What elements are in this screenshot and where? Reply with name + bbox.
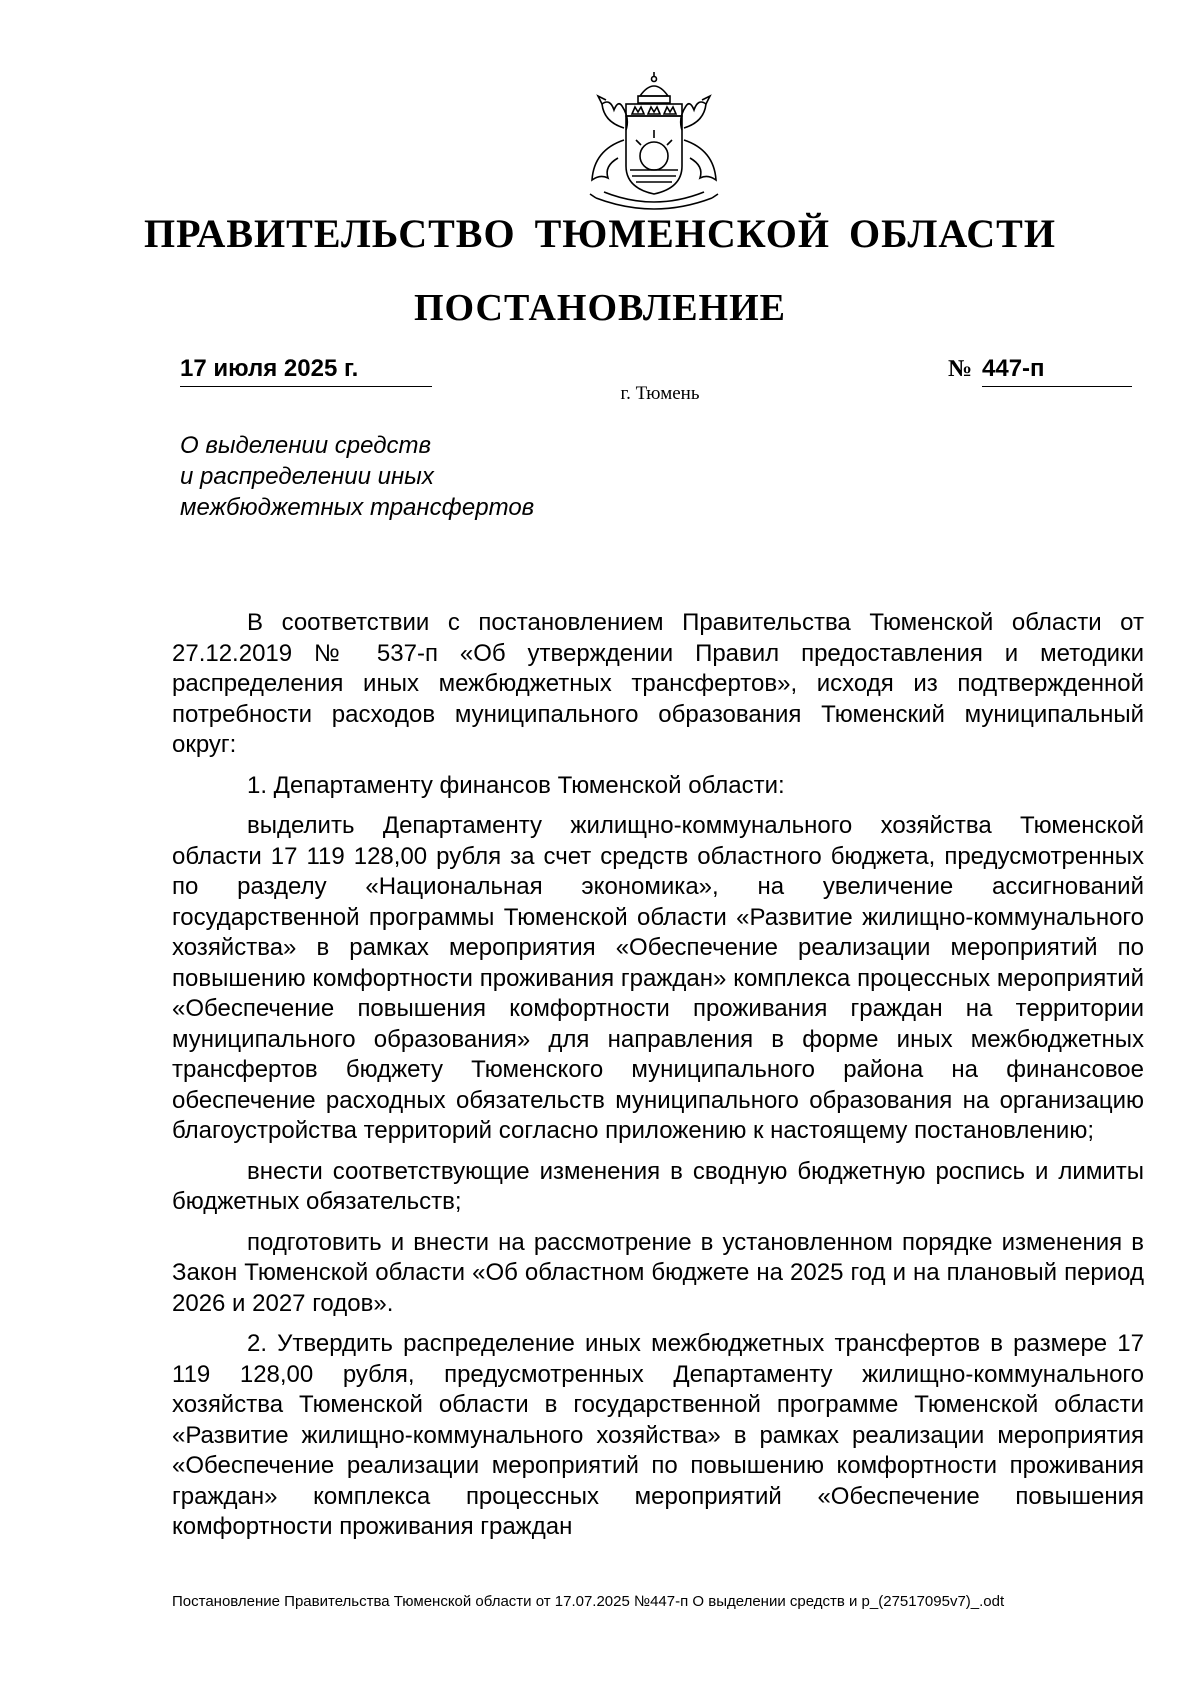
city-label: г. Тюмень — [620, 383, 700, 404]
law-amendment-paragraph: подготовить и внести на рассмотрение в установленном порядке изменения в Закон Тюменской области «Об областном бюджете на 2025 год и на плановый период 2026 и 2027 годов». — [172, 1228, 1144, 1317]
budget-changes-paragraph: внести соответствующие изменения в сводную бюджетную роспись и лимиты бюджетных обязательств; — [172, 1157, 1144, 1215]
document-number-block — [948, 355, 1132, 386]
allocate-funds-paragraph: выделить Департаменту жилищно-коммунального хозяйства Тюменской области 17 119 128,00 рубля за счет средств областного бюджета, предусмотренных по разделу «Национальная экономика», на увеличение ассигнований государственной программы Тюменской области «Развитие жилищно-коммунального хозяйства» в рамках мероприятия «Обеспечение реализации мероприятий по повышению комфортности проживания граждан» комплекса процессных мероприятий «Обеспечение повышения комфортности проживания граждан на территории муниципального образования» для направления в форме иных межбюджетных трансфертов бюджету Тюменского муниципального района на финансовое обеспечение расходных обязательств муниципального образования на организацию благоустройства территорий согласно приложению к настоящему постановлению; — [172, 812, 1144, 1144]
government-title: ПРАВИТЕЛЬСТВО ТЮМЕНСКОЙ ОБЛАСТИ — [144, 211, 1056, 256]
number-sign: № — [948, 356, 973, 382]
document-subject — [180, 430, 700, 523]
subject-line: О выделении средств — [180, 432, 432, 459]
file-footer: Постановление Правительства Тюменской области от 17.07.2025 №447-п О выделении средств и р_(27517095v7)_.odt — [172, 1593, 1005, 1610]
document-number: 447-п — [982, 355, 1132, 387]
coat-of-arms-icon — [574, 70, 734, 220]
document-date: 17 июля 2025 г. — [180, 355, 432, 387]
document-type: ПОСТАНОВЛЕНИЕ — [413, 287, 787, 329]
preamble-paragraph: В соответствии с постановлением Правительства Тюменской области от 27.12.2019 № 537-п «Об утверждении Правил предоставления и методики распределения иных межбюджетных трансфертов», исходя из подтвержденной потребности расходов муниципального образования Тюменский муниципальный округ: — [172, 609, 1144, 758]
subject-line: и распределении иных — [180, 463, 434, 490]
item-2-paragraph: 2. Утвердить распределение иных межбюджетных трансфертов в размере 17 119 128,00 рубля, предусмотренных Департаменту жилищно-коммунального хозяйства Тюменской области в государственной программе Тюменской области «Развитие жилищно-коммунального хозяйства» в рамках реализации мероприятия «Обеспечение реализации мероприятий по повышению комфортности проживания граждан» комплекса процессных мероприятий «Обеспечение повышения комфортности проживания граждан — [172, 1330, 1144, 1540]
document-body — [172, 608, 1144, 1553]
subject-line: межбюджетных трансфертов — [180, 494, 535, 521]
item-1-paragraph: 1. Департаменту финансов Тюменской области: — [247, 771, 785, 799]
